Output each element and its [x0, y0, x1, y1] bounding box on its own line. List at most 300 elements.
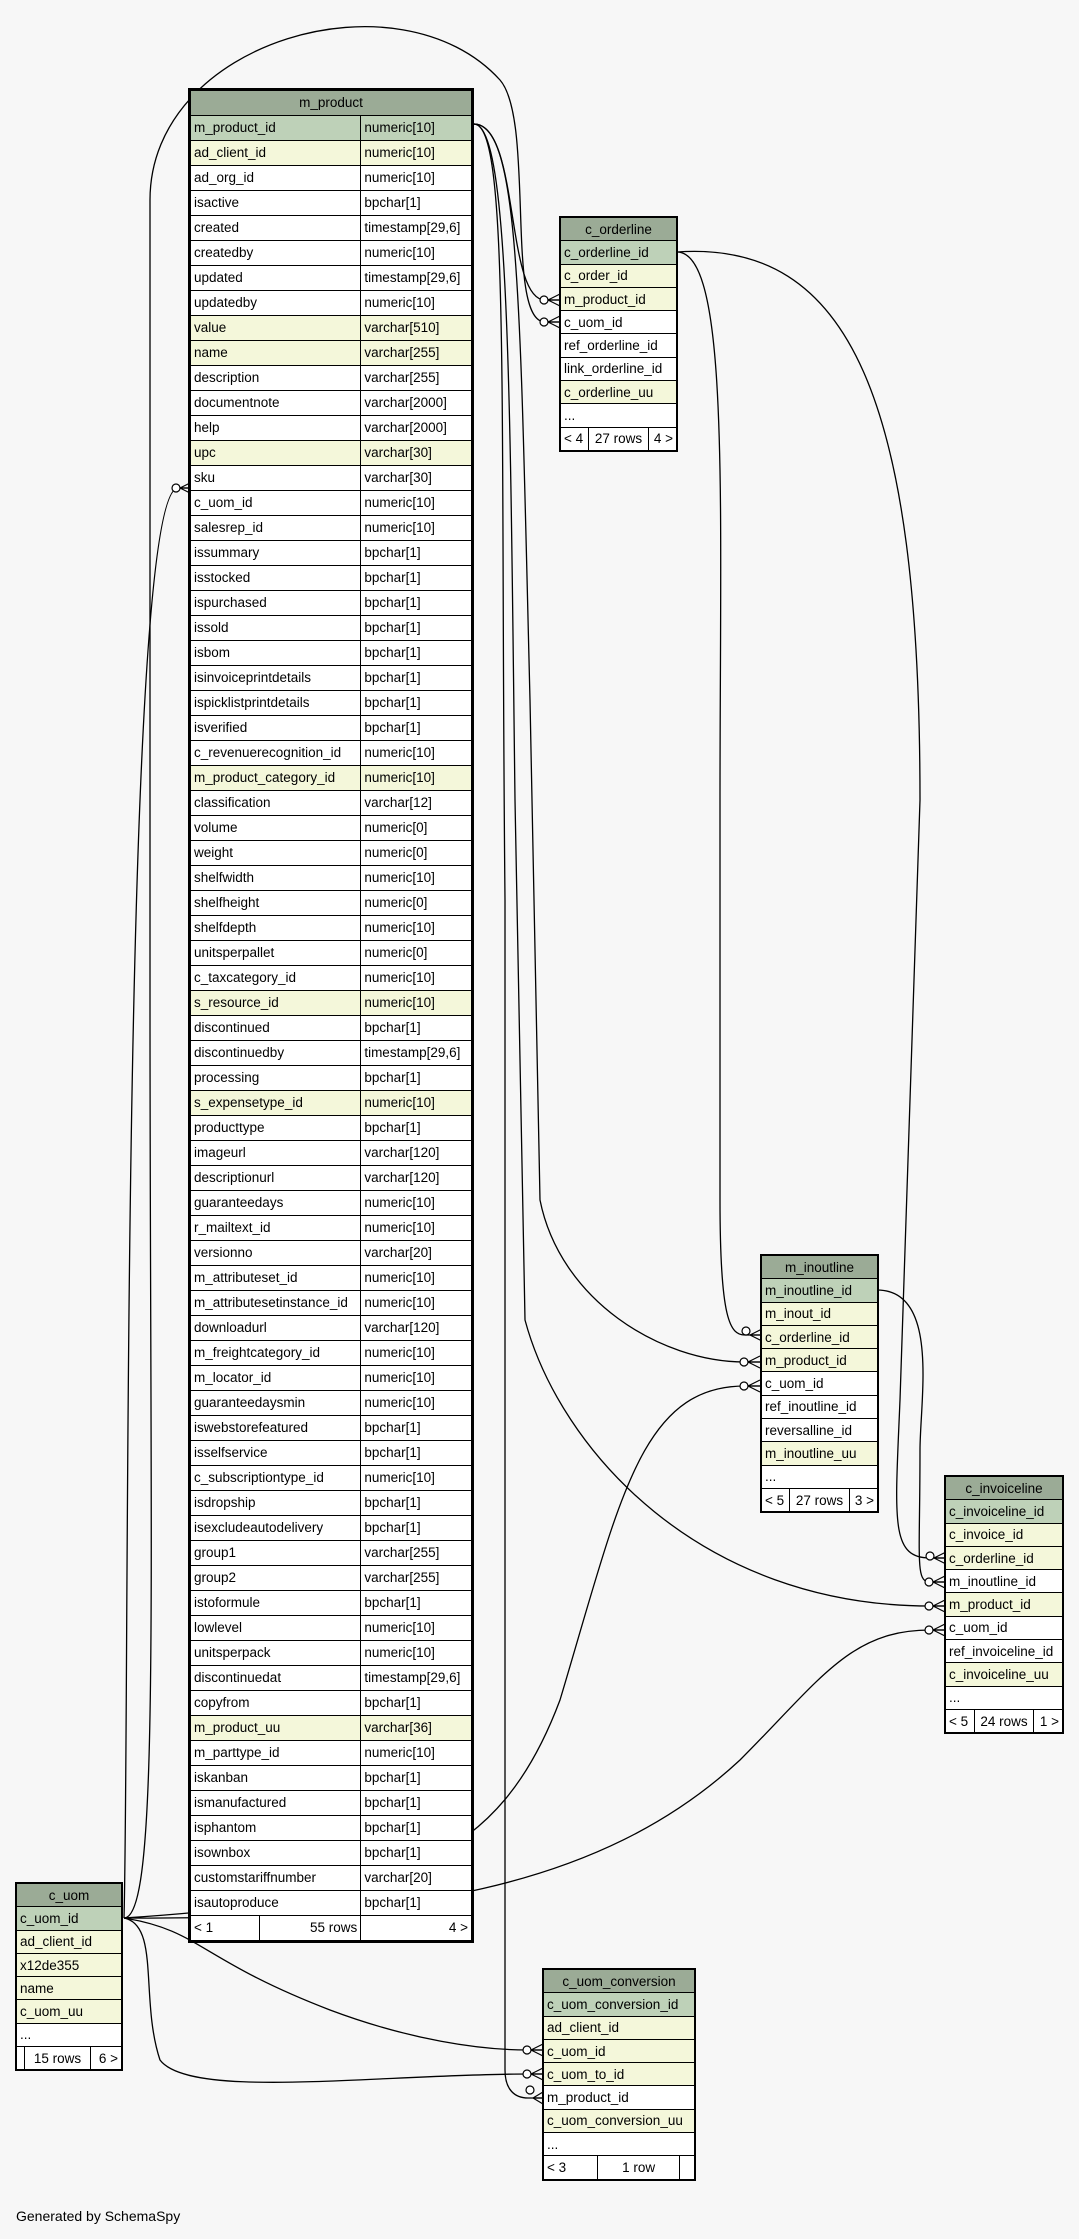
column-row — [190, 1666, 473, 1691]
column-type: timestamp[29,6] — [361, 1041, 473, 1066]
column-type: numeric[10] — [361, 1266, 473, 1291]
column-type: varchar[255] — [361, 366, 473, 391]
column-name: shelfdepth — [190, 916, 361, 941]
column-type: timestamp[29,6] — [361, 266, 473, 291]
column-name: ad_client_id — [543, 2016, 695, 2039]
column-row — [190, 1066, 473, 1091]
column-type: numeric[10] — [361, 966, 473, 991]
column-type: bpchar[1] — [361, 1516, 473, 1541]
footer-row-count: 55 rows — [260, 1916, 361, 1942]
table-title: c_invoiceline — [945, 1476, 1063, 1500]
column-row — [190, 1691, 473, 1716]
column-type: bpchar[1] — [361, 1016, 473, 1041]
column-type: numeric[0] — [361, 941, 473, 966]
column-name: help — [190, 416, 361, 441]
column-row — [190, 1466, 473, 1491]
column-type: varchar[20] — [361, 1866, 473, 1891]
table-m-inoutline — [760, 1254, 879, 1513]
column-type: numeric[10] — [361, 516, 473, 541]
column-name: volume — [190, 816, 361, 841]
column-row — [190, 716, 473, 741]
column-name: shelfwidth — [190, 866, 361, 891]
column-type: varchar[120] — [361, 1316, 473, 1341]
column-type: numeric[0] — [361, 841, 473, 866]
table-footer — [761, 1488, 878, 1512]
footer-parents: < 5 — [761, 1488, 790, 1512]
table-footer — [190, 1916, 473, 1942]
column-name: m_product_id — [560, 287, 677, 310]
column-row — [190, 1016, 473, 1041]
table-title: c_uom_conversion — [543, 1969, 695, 1993]
column-row — [560, 357, 677, 380]
column-name: m_attributeset_id — [190, 1266, 361, 1291]
edge-product-uom — [124, 488, 190, 1918]
column-name: discontinued — [190, 1016, 361, 1041]
column-type: numeric[10] — [361, 741, 473, 766]
column-row — [190, 116, 473, 141]
column-name: ... — [560, 404, 677, 427]
column-row — [945, 1663, 1063, 1686]
column-name: r_mailtext_id — [190, 1216, 361, 1241]
table-header — [761, 1255, 878, 1279]
column-row — [190, 741, 473, 766]
column-row — [190, 966, 473, 991]
column-type: bpchar[1] — [361, 1416, 473, 1441]
column-row — [560, 404, 677, 427]
table-header — [190, 90, 473, 116]
column-type: numeric[10] — [361, 1616, 473, 1641]
column-name: versionno — [190, 1241, 361, 1266]
column-type: numeric[10] — [361, 116, 473, 141]
column-type: numeric[10] — [361, 141, 473, 166]
column-name: copyfrom — [190, 1691, 361, 1716]
table-header — [560, 217, 677, 241]
column-name: c_taxcategory_id — [190, 966, 361, 991]
column-name: ... — [16, 2023, 122, 2046]
column-row — [190, 866, 473, 891]
column-name: isverified — [190, 716, 361, 741]
column-name: isactive — [190, 191, 361, 216]
column-row — [190, 216, 473, 241]
column-type: bpchar[1] — [361, 1891, 473, 1916]
table-header — [16, 1883, 122, 1907]
column-row — [190, 241, 473, 266]
column-row — [945, 1616, 1063, 1639]
column-type: numeric[10] — [361, 491, 473, 516]
column-type: numeric[10] — [361, 991, 473, 1016]
column-name: isautoproduce — [190, 1891, 361, 1916]
column-row — [543, 1993, 695, 2016]
column-row — [190, 1366, 473, 1391]
column-row — [190, 816, 473, 841]
column-name: x12de355 — [16, 1953, 122, 1976]
table-footer — [543, 2156, 695, 2180]
table-title: c_uom — [16, 1883, 122, 1907]
column-row — [190, 1041, 473, 1066]
column-type: numeric[10] — [361, 1391, 473, 1416]
column-type: numeric[10] — [361, 241, 473, 266]
column-row — [945, 1523, 1063, 1546]
column-name: isdropship — [190, 1491, 361, 1516]
column-name: discontinuedby — [190, 1041, 361, 1066]
column-row — [945, 1570, 1063, 1593]
column-name: createdby — [190, 241, 361, 266]
column-row — [16, 1930, 122, 1953]
column-type: numeric[10] — [361, 916, 473, 941]
footer-row-count: 27 rows — [589, 427, 648, 451]
column-row — [190, 391, 473, 416]
column-name: c_orderline_id — [560, 241, 677, 264]
column-name: isexcludeautodelivery — [190, 1516, 361, 1541]
column-row — [190, 1541, 473, 1566]
column-type: numeric[10] — [361, 1091, 473, 1116]
column-row — [945, 1686, 1063, 1709]
column-type: varchar[255] — [361, 1566, 473, 1591]
column-name: isselfservice — [190, 1441, 361, 1466]
column-name: ismanufactured — [190, 1791, 361, 1816]
edge-inoutline-orderline — [677, 252, 760, 1335]
column-row — [190, 666, 473, 691]
table-header — [945, 1476, 1063, 1500]
footer-children: 4 > — [648, 427, 677, 451]
table-title: m_inoutline — [761, 1255, 878, 1279]
column-row — [190, 291, 473, 316]
column-type: bpchar[1] — [361, 1691, 473, 1716]
column-name: created — [190, 216, 361, 241]
column-name: m_freightcategory_id — [190, 1341, 361, 1366]
column-row — [190, 1316, 473, 1341]
footer-parents: < 1 — [190, 1916, 260, 1942]
edge-conversion-product — [474, 124, 543, 2098]
column-row — [761, 1395, 878, 1418]
column-name: isphantom — [190, 1816, 361, 1841]
column-name: c_uom_conversion_uu — [543, 2109, 695, 2132]
column-row — [190, 141, 473, 166]
column-name: c_orderline_uu — [560, 381, 677, 404]
column-row — [761, 1442, 878, 1465]
column-type: varchar[2000] — [361, 416, 473, 441]
column-name: updatedby — [190, 291, 361, 316]
column-row — [190, 1166, 473, 1191]
column-name: guaranteedaysmin — [190, 1391, 361, 1416]
column-type: bpchar[1] — [361, 1441, 473, 1466]
column-row — [560, 381, 677, 404]
column-row — [560, 241, 677, 264]
column-row — [543, 2039, 695, 2062]
column-name: group1 — [190, 1541, 361, 1566]
column-row — [560, 287, 677, 310]
footer-parents: < 5 — [945, 1709, 974, 1733]
column-type: bpchar[1] — [361, 1766, 473, 1791]
column-name: c_uom_id — [761, 1372, 878, 1395]
column-name: ad_client_id — [190, 141, 361, 166]
generated-by-label: Generated by SchemaSpy — [16, 2208, 181, 2224]
column-name: c_orderline_id — [761, 1325, 878, 1348]
column-name: isstocked — [190, 566, 361, 591]
column-name: m_inoutline_uu — [761, 1442, 878, 1465]
column-row — [190, 1091, 473, 1116]
column-type: varchar[255] — [361, 341, 473, 366]
column-row — [945, 1546, 1063, 1569]
column-type: numeric[10] — [361, 1341, 473, 1366]
column-row — [190, 491, 473, 516]
column-row — [190, 1891, 473, 1916]
column-type: varchar[2000] — [361, 391, 473, 416]
column-type: varchar[36] — [361, 1716, 473, 1741]
column-name: name — [190, 341, 361, 366]
table-c-uom — [15, 1882, 123, 2071]
column-type: varchar[255] — [361, 1541, 473, 1566]
column-name: ad_client_id — [16, 1930, 122, 1953]
column-row — [190, 916, 473, 941]
column-row — [190, 766, 473, 791]
column-name: processing — [190, 1066, 361, 1091]
column-name: c_uom_to_id — [543, 2063, 695, 2086]
column-row — [190, 416, 473, 441]
column-type: numeric[10] — [361, 866, 473, 891]
column-name: ad_org_id — [190, 166, 361, 191]
column-name: imageurl — [190, 1141, 361, 1166]
column-row — [761, 1349, 878, 1372]
column-row — [190, 1291, 473, 1316]
column-row — [190, 1441, 473, 1466]
column-type: bpchar[1] — [361, 1066, 473, 1091]
column-name: c_invoiceline_uu — [945, 1663, 1063, 1686]
column-name: m_product_id — [543, 2086, 695, 2109]
table-c-orderline — [559, 216, 678, 452]
column-name: ispicklistprintdetails — [190, 691, 361, 716]
column-row — [945, 1593, 1063, 1616]
column-name: ... — [543, 2133, 695, 2156]
column-row — [190, 616, 473, 641]
column-type: numeric[0] — [361, 891, 473, 916]
column-name: c_uom_uu — [16, 2000, 122, 2023]
column-type: varchar[510] — [361, 316, 473, 341]
column-name: group2 — [190, 1566, 361, 1591]
column-name: discontinuedat — [190, 1666, 361, 1691]
column-name: name — [16, 1977, 122, 2000]
column-type: timestamp[29,6] — [361, 1666, 473, 1691]
column-type: numeric[10] — [361, 1291, 473, 1316]
column-row — [190, 1216, 473, 1241]
column-row — [543, 2016, 695, 2039]
footer-children: 4 > — [361, 1916, 473, 1942]
column-name: c_revenuerecognition_id — [190, 741, 361, 766]
column-name: isinvoiceprintdetails — [190, 666, 361, 691]
column-type: bpchar[1] — [361, 1816, 473, 1841]
column-row — [190, 1341, 473, 1366]
column-name: shelfheight — [190, 891, 361, 916]
column-name: unitsperpack — [190, 1641, 361, 1666]
column-row — [190, 191, 473, 216]
column-name: customstariffnumber — [190, 1866, 361, 1891]
column-row — [190, 1566, 473, 1591]
column-name: unitsperpallet — [190, 941, 361, 966]
column-row — [190, 1616, 473, 1641]
column-type: varchar[120] — [361, 1166, 473, 1191]
column-name: m_product_id — [190, 116, 361, 141]
table-footer — [945, 1709, 1063, 1733]
column-row — [16, 2000, 122, 2023]
column-name: ref_inoutline_id — [761, 1395, 878, 1418]
column-row — [190, 1716, 473, 1741]
column-row — [190, 441, 473, 466]
column-name: downloadurl — [190, 1316, 361, 1341]
column-name: c_subscriptiontype_id — [190, 1466, 361, 1491]
column-row — [190, 1266, 473, 1291]
column-name: descriptionurl — [190, 1166, 361, 1191]
column-row — [190, 516, 473, 541]
column-type: varchar[12] — [361, 791, 473, 816]
column-name: c_uom_id — [560, 311, 677, 334]
column-name: m_locator_id — [190, 1366, 361, 1391]
column-name: s_resource_id — [190, 991, 361, 1016]
column-type: bpchar[1] — [361, 1116, 473, 1141]
column-type: timestamp[29,6] — [361, 216, 473, 241]
column-row — [761, 1325, 878, 1348]
column-type: numeric[10] — [361, 766, 473, 791]
column-type: bpchar[1] — [361, 716, 473, 741]
column-name: m_inout_id — [761, 1302, 878, 1325]
table-c-invoiceline — [944, 1475, 1064, 1734]
column-row — [190, 991, 473, 1016]
column-type: varchar[30] — [361, 441, 473, 466]
column-name: salesrep_id — [190, 516, 361, 541]
column-name: c_uom_id — [190, 491, 361, 516]
column-row — [16, 1907, 122, 1930]
footer-row-count: 24 rows — [974, 1709, 1034, 1733]
column-name: m_inoutline_id — [761, 1279, 878, 1302]
column-type: numeric[10] — [361, 1466, 473, 1491]
column-name: ref_orderline_id — [560, 334, 677, 357]
column-row — [190, 466, 473, 491]
column-name: m_product_uu — [190, 1716, 361, 1741]
column-row — [190, 1591, 473, 1616]
column-name: sku — [190, 466, 361, 491]
column-row — [560, 264, 677, 287]
column-name: s_expensetype_id — [190, 1091, 361, 1116]
column-type: bpchar[1] — [361, 541, 473, 566]
column-name: m_product_category_id — [190, 766, 361, 791]
column-row — [190, 691, 473, 716]
column-type: bpchar[1] — [361, 191, 473, 216]
column-row — [190, 1816, 473, 1841]
column-type: varchar[120] — [361, 1141, 473, 1166]
column-row — [190, 1741, 473, 1766]
column-name: link_orderline_id — [560, 357, 677, 380]
table-title: c_orderline — [560, 217, 677, 241]
column-type: bpchar[1] — [361, 591, 473, 616]
column-row — [190, 591, 473, 616]
column-name: description — [190, 366, 361, 391]
column-name: c_order_id — [560, 264, 677, 287]
column-type: numeric[10] — [361, 1191, 473, 1216]
column-row — [16, 1953, 122, 1976]
column-name: producttype — [190, 1116, 361, 1141]
column-name: c_uom_id — [945, 1616, 1063, 1639]
column-row — [190, 841, 473, 866]
column-name: iskanban — [190, 1766, 361, 1791]
column-name: ... — [945, 1686, 1063, 1709]
column-name: updated — [190, 266, 361, 291]
column-type: bpchar[1] — [361, 666, 473, 691]
column-name: isbom — [190, 641, 361, 666]
column-name: issummary — [190, 541, 361, 566]
table-footer — [560, 427, 677, 451]
column-row — [761, 1279, 878, 1302]
column-row — [945, 1640, 1063, 1663]
footer-children: 6 > — [90, 2047, 122, 2071]
column-row — [190, 1766, 473, 1791]
column-row — [190, 1641, 473, 1666]
column-name: upc — [190, 441, 361, 466]
table-title: m_product — [190, 90, 473, 116]
column-type: bpchar[1] — [361, 641, 473, 666]
column-row — [190, 1191, 473, 1216]
column-row — [190, 1141, 473, 1166]
column-row — [190, 541, 473, 566]
column-row — [560, 334, 677, 357]
footer-parents: < 3 — [543, 2156, 598, 2180]
column-row — [190, 266, 473, 291]
column-name: c_uom_id — [543, 2039, 695, 2062]
column-name: c_invoice_id — [945, 1523, 1063, 1546]
column-name: weight — [190, 841, 361, 866]
column-row — [190, 566, 473, 591]
column-name: m_product_id — [945, 1593, 1063, 1616]
column-name: c_orderline_id — [945, 1546, 1063, 1569]
column-name: c_uom_conversion_id — [543, 1993, 695, 2016]
column-name: m_attributesetinstance_id — [190, 1291, 361, 1316]
column-row — [190, 941, 473, 966]
table-c-uom-conversion — [542, 1968, 696, 2181]
column-name: isownbox — [190, 1841, 361, 1866]
footer-row-count: 15 rows — [25, 2047, 90, 2071]
column-name: classification — [190, 791, 361, 816]
column-row — [190, 1116, 473, 1141]
column-name: m_inoutline_id — [945, 1570, 1063, 1593]
column-row — [190, 1516, 473, 1541]
footer-parents: < 4 — [560, 427, 589, 451]
column-row — [190, 1866, 473, 1891]
footer-children: 1 > — [1034, 1709, 1063, 1733]
column-name: istoformule — [190, 1591, 361, 1616]
column-name: ispurchased — [190, 591, 361, 616]
column-type: numeric[10] — [361, 166, 473, 191]
footer-row-count: 1 row — [598, 2156, 680, 2180]
column-type: bpchar[1] — [361, 1841, 473, 1866]
column-row — [16, 1977, 122, 2000]
column-row — [190, 1241, 473, 1266]
column-name: guaranteedays — [190, 1191, 361, 1216]
column-row — [190, 166, 473, 191]
column-row — [945, 1500, 1063, 1523]
column-row — [190, 1791, 473, 1816]
column-type: numeric[10] — [361, 291, 473, 316]
table-footer — [16, 2047, 122, 2071]
column-name: issold — [190, 616, 361, 641]
column-type: bpchar[1] — [361, 566, 473, 591]
column-row — [543, 2109, 695, 2132]
column-name: value — [190, 316, 361, 341]
column-type: bpchar[1] — [361, 616, 473, 641]
column-name: ... — [761, 1465, 878, 1488]
column-row — [190, 316, 473, 341]
column-name: iswebstorefeatured — [190, 1416, 361, 1441]
column-type: bpchar[1] — [361, 691, 473, 716]
footer-children — [680, 2156, 695, 2180]
column-type: numeric[10] — [361, 1641, 473, 1666]
